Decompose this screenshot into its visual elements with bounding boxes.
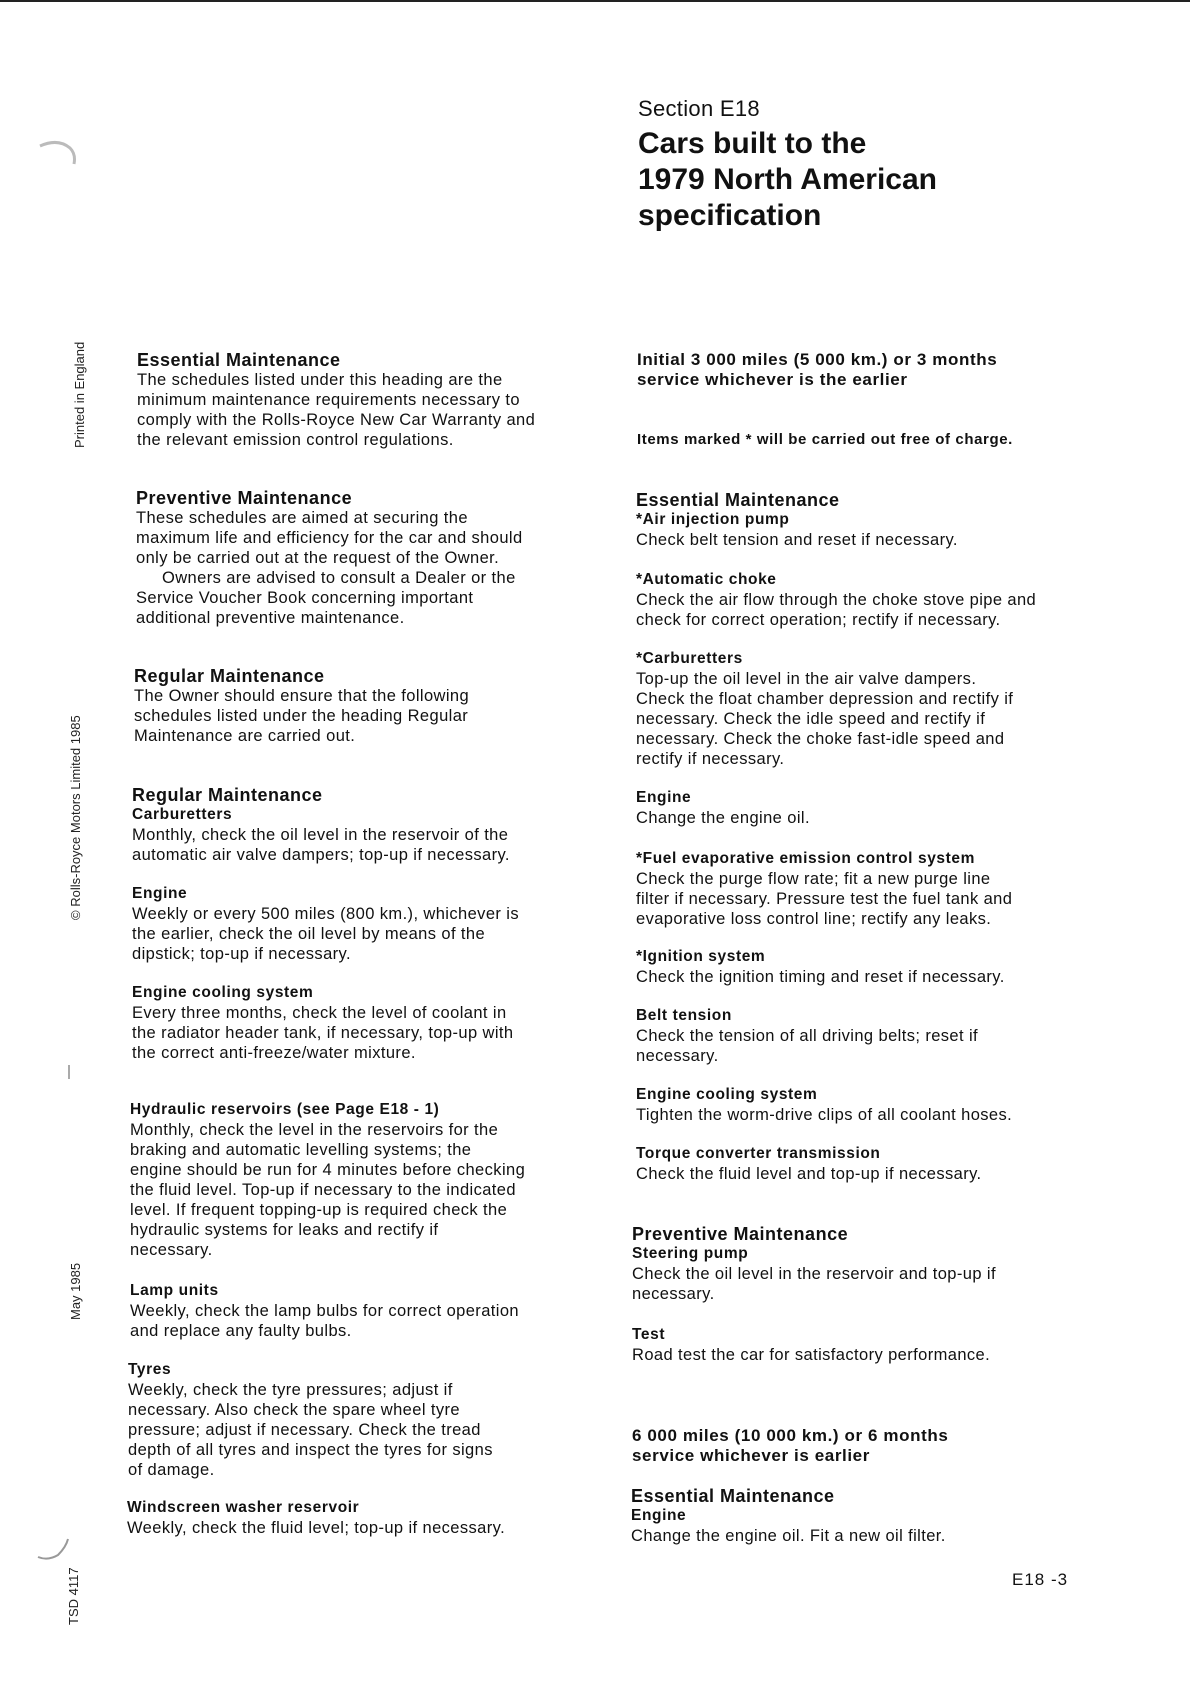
free-of-charge-note xyxy=(637,430,1013,450)
text-line: Maintenance are carried out. xyxy=(134,727,356,745)
subheading: Test xyxy=(632,1326,666,1343)
scan-mark xyxy=(68,1065,70,1079)
text-line: Weekly, check the lamp bulbs for correct operation xyxy=(130,1302,519,1320)
text-line: schedules listed under the heading Regular xyxy=(134,707,469,725)
regular-schedule xyxy=(132,785,510,865)
text-line: Road test the car for satisfactory performance. xyxy=(632,1346,991,1364)
text-line: necessary. Check the idle speed and rectify if xyxy=(636,710,986,728)
subheading: Engine xyxy=(631,1507,687,1524)
text-line: Monthly, check the oil level in the reservoir of the xyxy=(132,826,509,844)
subheading: Belt tension xyxy=(636,1007,732,1024)
text-line: the correct anti-freeze/water mixture. xyxy=(132,1044,416,1062)
text-line: comply with the Rolls-Royce New Car Warranty and xyxy=(137,411,536,429)
section-title-line: specification xyxy=(638,199,822,232)
text-line: Check the oil level in the reservoir and top-up if xyxy=(632,1265,996,1283)
subheading: Hydraulic reservoirs (see Page E18 - 1) xyxy=(130,1101,440,1118)
text-line: Check the tension of all driving belts; reset if xyxy=(636,1027,979,1045)
text-line: hydraulic systems for leaks and rectify if xyxy=(130,1221,439,1239)
text-line: level. If frequent topping-up is required check the xyxy=(130,1201,508,1219)
text-line: pressure; adjust if necessary. Check the tread xyxy=(128,1421,481,1439)
subheading: Torque converter transmission xyxy=(636,1145,881,1162)
copyright-text: Rolls-Royce Motors Limited 1985 xyxy=(68,715,83,907)
text-line: engine should be run for 4 minutes before checking xyxy=(130,1161,526,1179)
text-line: maximum life and efficiency for the car and should xyxy=(136,529,523,547)
text-line: the relevant emission control regulations. xyxy=(137,431,454,449)
subheading: Engine cooling system xyxy=(636,1086,818,1103)
subheading: Lamp units xyxy=(130,1282,219,1299)
regular-intro xyxy=(134,666,469,746)
heading: Preventive Maintenance xyxy=(632,1224,849,1244)
belt-block xyxy=(636,1006,978,1066)
heading: Regular Maintenance xyxy=(132,785,323,805)
section-label: Section E18 xyxy=(638,96,760,121)
service-line: 6 000 miles (10 000 km.) or 6 months xyxy=(632,1426,949,1445)
printed-in-england-note: Printed in England xyxy=(72,341,87,448)
service-line: Initial 3 000 miles (5 000 km.) or 3 months xyxy=(637,350,998,369)
text-line: automatic air valve dampers; top-up if necessary. xyxy=(132,846,510,864)
hydraulic-block xyxy=(130,1100,525,1260)
fuel-evap-block xyxy=(636,849,1012,929)
engine-block xyxy=(132,884,519,964)
subheading: *Fuel evaporative emission control system xyxy=(636,850,976,867)
subheading: Engine cooling system xyxy=(132,984,314,1001)
text-line: Check the air flow through the choke stove pipe and xyxy=(636,591,1037,609)
cooling-hoses-block xyxy=(636,1085,1012,1125)
text-line: Check the purge flow rate; fit a new purge line xyxy=(636,870,991,888)
essential-intro xyxy=(137,350,535,450)
text-line: necessary. Also check the spare wheel tyre xyxy=(128,1401,460,1419)
text-line: necessary. xyxy=(130,1241,213,1259)
subheading: *Carburetters xyxy=(636,650,743,667)
text-line: The Owner should ensure that the following xyxy=(134,687,470,705)
section-title xyxy=(638,126,1158,234)
text-line: rectify if necessary. xyxy=(636,750,785,768)
text-line: only be carried out at the request of the Owner. xyxy=(136,549,500,567)
heading: Essential Maintenance xyxy=(137,350,341,370)
section-title-line: Cars built to the xyxy=(638,127,867,160)
text-line: the radiator header tank, if necessary, top-up with xyxy=(132,1024,514,1042)
section-header xyxy=(638,96,1158,234)
lamp-block xyxy=(130,1281,519,1341)
text-line: braking and automatic levelling systems; the xyxy=(130,1141,472,1159)
text-line: depth of all tyres and inspect the tyres for signs xyxy=(128,1441,493,1459)
engine-oil-block xyxy=(636,788,810,828)
washer-block xyxy=(127,1498,505,1538)
service-line: service whichever is earlier xyxy=(632,1446,870,1465)
text-line: Monthly, check the level in the reservoirs for the xyxy=(130,1121,499,1139)
text-line: Every three months, check the level of coolant in xyxy=(132,1004,507,1022)
text-line: necessary. Check the choke fast-idle speed and xyxy=(636,730,1005,748)
text-line: check for correct operation; rectify if necessary. xyxy=(636,611,1001,629)
text-line: Change the engine oil. Fit a new oil filter. xyxy=(631,1527,946,1545)
heading: Essential Maintenance xyxy=(636,490,840,510)
torque-block xyxy=(636,1144,982,1184)
test-block xyxy=(632,1325,990,1365)
section-title-line: 1979 North American xyxy=(638,163,938,196)
note-text: Items marked * will be carried out free of charge. xyxy=(637,431,1013,448)
service-line: service whichever is the earlier xyxy=(637,370,908,389)
text-line: the fluid level. Top-up if necessary to the indicated xyxy=(130,1181,516,1199)
text-line: Change the engine oil. xyxy=(636,809,810,827)
six-thousand-heading xyxy=(632,1426,948,1466)
text-line: Check the float chamber depression and rectify if xyxy=(636,690,1014,708)
text-line: Weekly or every 500 miles (800 km.), whichever is xyxy=(132,905,519,923)
six-thousand-block xyxy=(631,1486,946,1546)
subheading: Engine xyxy=(132,885,188,902)
choke-block xyxy=(636,570,1036,630)
text-line: minimum maintenance requirements necessary to xyxy=(137,391,520,409)
cooling-block xyxy=(132,983,513,1063)
ignition-block xyxy=(636,947,1005,987)
heading: Essential Maintenance xyxy=(631,1486,835,1506)
text-line: Check belt tension and reset if necessary. xyxy=(636,531,958,549)
subheading: Carburetters xyxy=(132,806,233,823)
subheading: *Ignition system xyxy=(636,948,766,965)
text-line: the earlier, check the oil level by means of the xyxy=(132,925,486,943)
text-line: Service Voucher Book concerning important xyxy=(136,589,474,607)
heading: Preventive Maintenance xyxy=(136,488,353,508)
text-line: Tighten the worm-drive clips of all coolant hoses. xyxy=(636,1106,1013,1124)
text-line: filter if necessary. Pressure test the fuel tank and xyxy=(636,890,1013,908)
date-note: May 1985 xyxy=(68,1262,83,1320)
text-line: Weekly, check the tyre pressures; adjust if xyxy=(128,1381,453,1399)
subheading: Tyres xyxy=(128,1361,172,1378)
carburetters-block xyxy=(636,649,1013,769)
text-line: Check the ignition timing and reset if necessary. xyxy=(636,968,1005,986)
preventive-intro xyxy=(136,488,523,628)
tyres-block xyxy=(128,1360,493,1480)
top-border xyxy=(0,0,1190,2)
initial-service-heading xyxy=(637,350,997,390)
text-line: of damage. xyxy=(128,1461,215,1479)
text-line: additional preventive maintenance. xyxy=(136,609,405,627)
text-line: Top-up the oil level in the air valve dampers. xyxy=(636,670,977,688)
heading: Regular Maintenance xyxy=(134,666,325,686)
scan-smudge xyxy=(36,138,84,168)
text-line: dipstick; top-up if necessary. xyxy=(132,945,351,963)
preventive-block xyxy=(632,1224,996,1304)
subheading: Windscreen washer reservoir xyxy=(127,1499,360,1516)
text-line: Weekly, check the fluid level; top-up if necessary. xyxy=(127,1519,506,1537)
text-line: Owners are advised to consult a Dealer or the xyxy=(162,569,516,587)
page-number: E18 -3 xyxy=(1012,1570,1069,1589)
subheading: Steering pump xyxy=(632,1245,749,1262)
subheading: *Air injection pump xyxy=(636,511,790,528)
text-line: evaporative loss control line; rectify any leaks. xyxy=(636,910,992,928)
text-line: The schedules listed under this heading are the xyxy=(137,371,503,389)
tsd-note: TSD 4117 xyxy=(66,1567,81,1625)
subheading: *Automatic choke xyxy=(636,571,777,588)
scan-mark xyxy=(36,1535,76,1565)
subheading: Engine xyxy=(636,789,692,806)
text-line: Check the fluid level and top-up if necessary. xyxy=(636,1165,982,1183)
essential-block xyxy=(636,490,958,550)
text-line: and replace any faulty bulbs. xyxy=(130,1322,352,1340)
text-line: necessary. xyxy=(636,1047,719,1065)
text-line: These schedules are aimed at securing the xyxy=(136,509,468,527)
text-line: necessary. xyxy=(632,1285,715,1303)
copyright-symbol: © xyxy=(68,910,83,920)
copyright-note xyxy=(68,715,83,920)
